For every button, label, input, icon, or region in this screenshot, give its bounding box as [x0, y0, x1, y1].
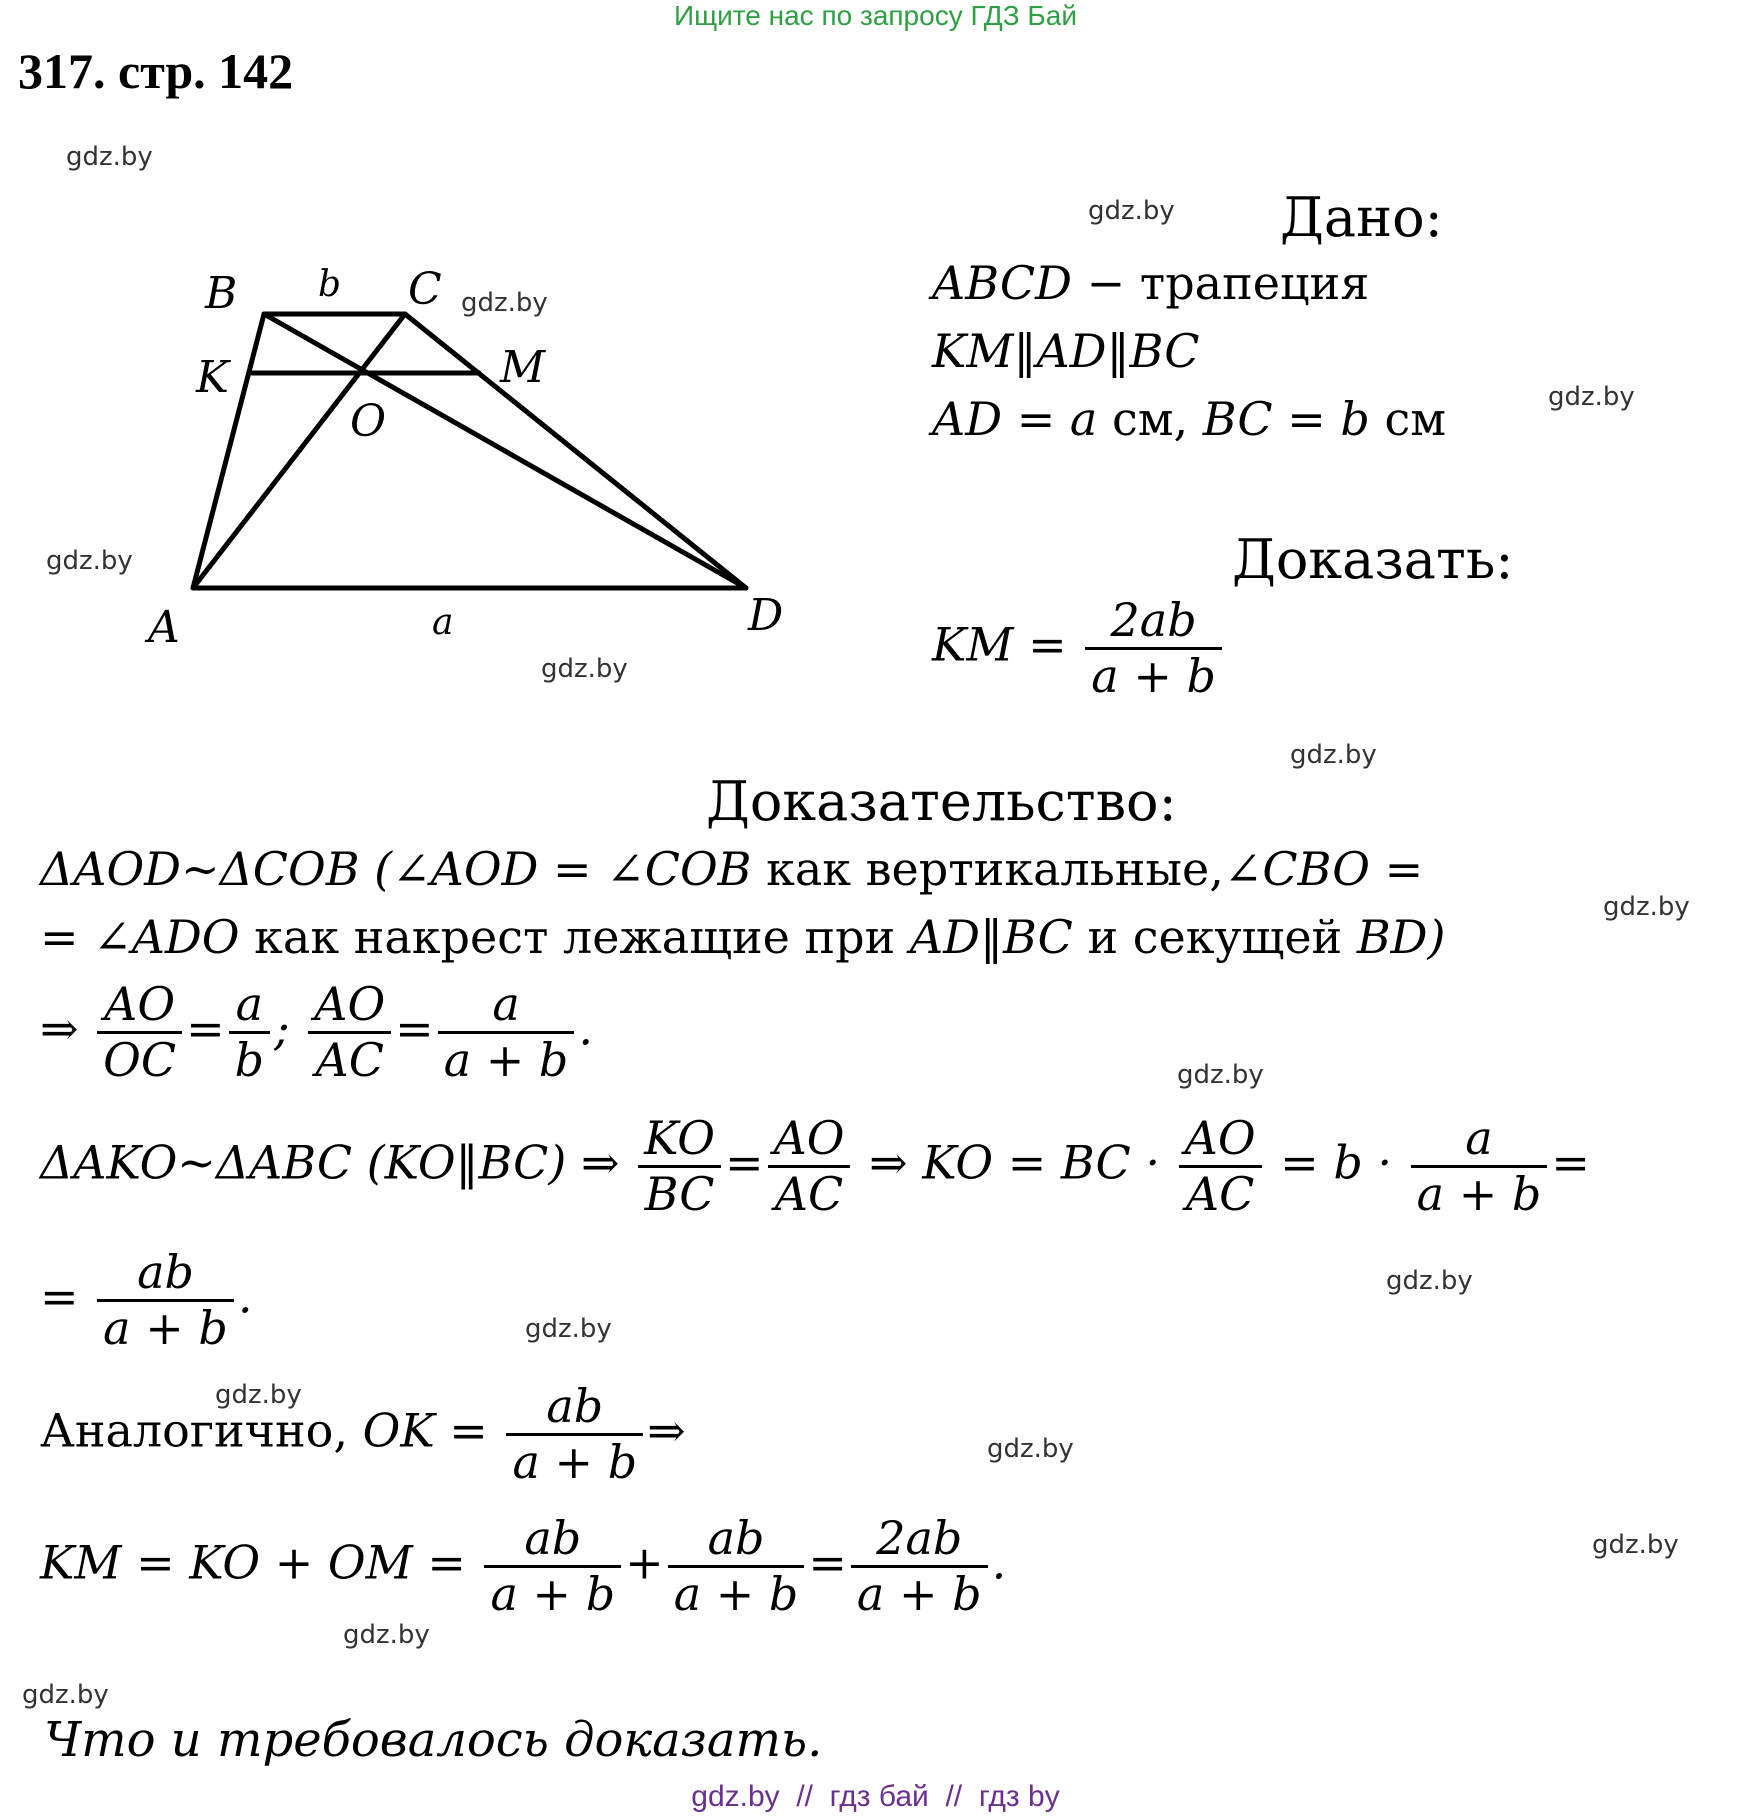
plus-sign: + — [625, 1535, 664, 1590]
proof-line-3 — [40, 978, 593, 1087]
fraction-ab-apb — [484, 1512, 621, 1621]
proof-l2-text-1: как накрест лежащие при — [239, 910, 910, 964]
fraction-den: a + b — [103, 1300, 228, 1355]
fraction-num: AO — [768, 1112, 851, 1168]
watermark: gdz.by — [22, 1680, 109, 1710]
fraction-a-b — [229, 978, 270, 1087]
given-trapezoid-text: − трапеция — [1071, 256, 1370, 310]
proof-l1-math: ΔAOD~ΔCOB (∠AOD = ∠COB — [40, 842, 752, 896]
watermark: gdz.by — [1088, 196, 1175, 226]
watermark: gdz.by — [66, 142, 153, 172]
trapezoid-figure — [0, 230, 820, 730]
watermark: gdz.by — [525, 1314, 612, 1344]
label-m-vertex: M — [500, 342, 546, 393]
equals-sign: = — [186, 1001, 225, 1056]
proof-l1-angle: ∠CBO = — [1223, 842, 1424, 896]
watermark: gdz.by — [1177, 1060, 1264, 1090]
fraction-a-apb — [1411, 1112, 1548, 1221]
prove-fraction — [1085, 594, 1222, 703]
prove-lhs: KM = — [932, 617, 1082, 672]
fraction-num: AO — [308, 978, 391, 1034]
page-title: 317. стр. 142 — [18, 43, 294, 99]
fraction-ab-apb — [97, 1246, 234, 1355]
fraction-num: a — [438, 978, 575, 1034]
proof-line-7 — [40, 1512, 1006, 1621]
fraction-den: b — [234, 1032, 265, 1087]
fraction-num: ab — [506, 1380, 643, 1436]
top-banner: Ищите нас по запросу ГДЗ Бай — [673, 0, 1078, 31]
fraction-num: AO — [97, 978, 182, 1034]
watermark: gdz.by — [1548, 382, 1635, 412]
proof-l7-km: KM = KO + OM = — [40, 1535, 466, 1590]
footer: gdz.by // гдз бай // гдз by — [691, 1780, 1060, 1813]
proof-l2-secant: BD) — [1356, 910, 1446, 964]
fraction-ab-apb — [668, 1512, 805, 1621]
period: . — [578, 1001, 593, 1056]
given-b: b — [1340, 392, 1370, 446]
label-b-vertex: B — [205, 268, 238, 319]
given-a: a — [1069, 392, 1098, 446]
proof-l2-angle: = ∠ADO — [40, 910, 240, 964]
implies-symbol: ⇒ — [647, 1403, 686, 1458]
proof-l4-similarity: ΔAKO~ΔABC (KO‖BC) ⇒ — [40, 1135, 620, 1190]
fraction-den: a + b — [490, 1566, 616, 1621]
fraction-num: a — [1411, 1112, 1548, 1168]
proof-l2-text-2: и секущей — [1072, 910, 1357, 964]
equals-sign: = — [40, 1269, 79, 1324]
watermark: gdz.by — [215, 1380, 302, 1410]
fraction-num: KO — [638, 1112, 721, 1168]
prove-title: Доказать: — [1232, 528, 1514, 591]
fraction-den: a + b — [443, 1032, 569, 1087]
watermark: gdz.by — [461, 288, 548, 318]
proof-l4-b: = b · — [1280, 1135, 1393, 1190]
given-ad: AD = — [932, 392, 1070, 446]
proof-line-1 — [40, 842, 1423, 896]
conclusion: Что и требовалось доказать. — [44, 1712, 823, 1768]
label-a-side: a — [432, 602, 454, 643]
proof-line-6 — [40, 1380, 686, 1489]
fraction-num: 2ab — [851, 1512, 988, 1568]
label-a-vertex: A — [148, 602, 180, 653]
prove-den: a + b — [1091, 648, 1216, 703]
proof-l1-text: как вертикальные, — [751, 842, 1224, 896]
implies-symbol: ⇒ — [40, 1001, 79, 1056]
given-line-2: KM‖AD‖BC — [932, 324, 1200, 378]
watermark: gdz.by — [987, 1434, 1074, 1464]
proof-l6-text: Аналогично, — [40, 1403, 348, 1458]
equals-sign: = — [1551, 1135, 1590, 1190]
label-d-vertex: D — [748, 590, 784, 641]
fraction-num: ab — [97, 1246, 234, 1302]
proof-line-2 — [40, 910, 1445, 964]
fraction-a-apb — [438, 978, 575, 1087]
proof-line-5 — [40, 1246, 252, 1355]
fraction-den: AC — [1185, 1166, 1255, 1221]
fraction-den: a + b — [512, 1434, 638, 1489]
semicolon: ; — [274, 1001, 290, 1056]
fraction-ab-apb — [506, 1380, 643, 1489]
watermark: gdz.by — [1603, 892, 1690, 922]
proof-title: Доказательство: — [706, 770, 1177, 833]
proof-l6-ok: OK = — [347, 1403, 488, 1458]
fraction-num: ab — [484, 1512, 621, 1568]
fraction-den: AC — [315, 1032, 384, 1087]
fraction-ao-oc — [97, 978, 182, 1087]
watermark: gdz.by — [541, 654, 628, 684]
fraction-den: OC — [103, 1032, 177, 1087]
given-line-3 — [932, 392, 1446, 446]
fraction-ao-ac — [1179, 1112, 1262, 1221]
fraction-den: a + b — [673, 1566, 799, 1621]
given-bc: BC = — [1202, 392, 1341, 446]
fraction-den: a + b — [856, 1566, 982, 1621]
given-unit-2: см — [1369, 392, 1447, 446]
label-k-vertex: K — [196, 352, 229, 403]
fraction-num: a — [229, 978, 270, 1034]
period: . — [991, 1535, 1007, 1590]
given-unit-1: см, — [1097, 392, 1203, 446]
label-c-vertex: C — [408, 264, 442, 315]
label-o-point: O — [350, 396, 387, 447]
period: . — [237, 1269, 253, 1324]
given-line-1 — [932, 256, 1369, 310]
label-b-side: b — [318, 264, 342, 305]
proof-line-4 — [40, 1112, 1590, 1221]
given-title: Дано: — [1280, 186, 1443, 249]
given-trapezoid-name: ABCD — [932, 256, 1072, 310]
proof-l4-ko: ⇒ KO = BC · — [869, 1135, 1160, 1190]
proof-l2-parallel: AD‖BC — [909, 910, 1073, 964]
fraction-ao-ac — [308, 978, 391, 1087]
watermark: gdz.by — [46, 546, 133, 576]
watermark: gdz.by — [1386, 1266, 1473, 1296]
prove-num: 2ab — [1085, 594, 1222, 650]
fraction-den: AC — [774, 1166, 844, 1221]
equals-sign: = — [395, 1001, 434, 1056]
watermark: gdz.by — [1290, 740, 1377, 770]
fraction-num: AO — [1179, 1112, 1262, 1168]
fraction-num: ab — [668, 1512, 805, 1568]
fraction-ao-ac — [768, 1112, 851, 1221]
watermark: gdz.by — [343, 1620, 430, 1650]
fraction-ko-bc — [638, 1112, 721, 1221]
trapezoid-outline — [193, 314, 746, 588]
equals-sign: = — [808, 1535, 847, 1590]
watermark: gdz.by — [1592, 1530, 1679, 1560]
fraction-2ab-apb — [851, 1512, 988, 1621]
fraction-den: BC — [644, 1166, 715, 1221]
equals-sign: = — [724, 1135, 764, 1190]
fraction-den: a + b — [1416, 1166, 1542, 1221]
prove-formula — [932, 594, 1226, 703]
